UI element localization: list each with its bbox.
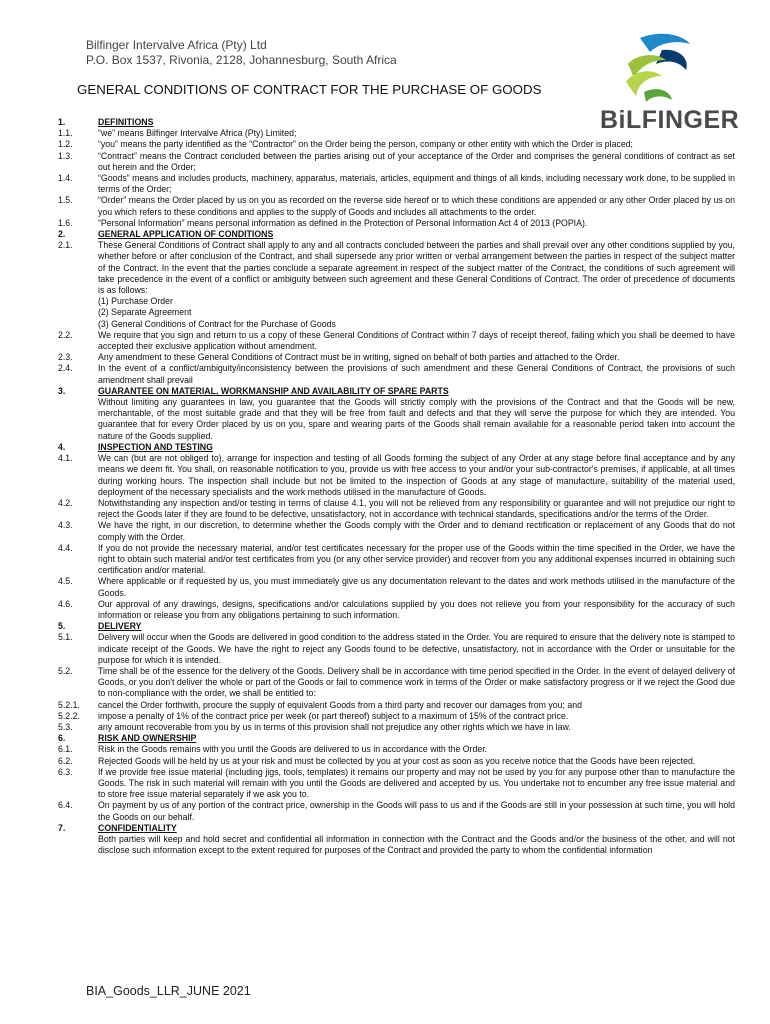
clause-number <box>58 397 98 442</box>
clause-number <box>58 296 98 307</box>
clause-item <box>58 139 735 150</box>
clause-text: “Personal Information” means personal information as defined in the Protection of Personal Information Act 4 of 2013 (POPIA). <box>98 217 588 228</box>
clause-text: Our approval of any drawings, designs, specifications and/or calculations supplied by you does not relieve you from your responsibility for the accuracy of such information or release you from any obligations pertaining to such information. <box>98 598 735 620</box>
clause-item <box>58 307 735 318</box>
clause-number: 1.6. <box>58 217 73 228</box>
clause-number <box>58 307 98 318</box>
clause-text: In the event of a conflict/ambiguity/inconsistency between the provisions of such amendment and these General Conditions of Contract, the provisions of such amendment shall prevail <box>98 363 735 385</box>
clause-item <box>58 722 735 733</box>
clause-text: “Contract” means the Contract concluded between the parties arising out of your acceptance of the Order and comprises the general conditions of contract as set out herein and the Order; <box>98 150 735 172</box>
clause-item <box>58 543 735 577</box>
clause-item <box>58 744 735 755</box>
clause-number: 1.4. <box>58 173 73 184</box>
clause-item <box>58 767 735 801</box>
clause-text: If we provide free issue material (including jigs, tools, templates) it remains our property and may not be used by you for any purpose other than to manufacture the Goods. The risk in such material will remain with you until the Goods are delivered and accepted by us. You undertake not to encumber any free issue material and to store free issue material separately if we ask you to. <box>98 766 735 800</box>
document-footer: BIA_Goods_LLR_JUNE 2021 <box>86 984 251 998</box>
clause-text: GUARANTEE ON MATERIAL, WORKMANSHIP AND AVAILABILITY OF SPARE PARTS <box>98 385 449 396</box>
clause-text: Any amendment to these General Conditions of Contract must be in writing, signed on behalf of both parties and attached to the Order. <box>98 352 620 363</box>
clause-number: 1. <box>58 117 66 127</box>
clause-text: (2) Separate Agreement <box>98 307 192 318</box>
clause-item <box>58 453 735 498</box>
clause-text: cancel the Order forthwith, procure the supply of equivalent Goods from a third party and recover our damages from you; and <box>98 699 582 710</box>
clause-text: “Goods” means and includes products, machinery, apparatus, materials, articles, equipment and things of all kinds, including necessary work done, to be supplied in terms of the Order; <box>98 173 735 195</box>
clause-item <box>58 218 735 229</box>
clause-number <box>58 834 98 856</box>
clause-item <box>58 352 735 363</box>
clause-item <box>58 599 735 621</box>
clause-item <box>58 666 735 700</box>
clause-number: 1.3. <box>58 150 73 161</box>
section-heading <box>58 386 735 397</box>
clause-number: 4.5. <box>58 576 73 587</box>
clause-number: 4. <box>58 441 66 452</box>
clause-number: 4.3. <box>58 520 73 531</box>
clause-text: (3) General Conditions of Contract for the Purchase of Goods <box>98 318 336 329</box>
clause-number: 6.2. <box>58 755 73 766</box>
clause-number <box>58 319 98 330</box>
clause-number: 6.1. <box>58 744 73 755</box>
clause-text: On payment by us of any portion of the contract price, ownership in the Goods will pass to us and if the Goods are still in your possession at such time, you will hold the Goods on our behalf. <box>98 800 735 822</box>
clause-text: We can (but are not obliged to), arrange for inspection and testing of all Goods forming the subject of any Order at any stage before final acceptance and by any means we deem fit. You shall, on reasonable notification to you, provide us with free access to your and/or your sub-contractor's premises, if applicable, at all times during working hours. The inspection shall include but not be limited to the inspection of Goods at any stage of manufacture, suitability of the material used, deployment of the necessary specialists and the work methods utilised in the manufacture of Goods. <box>98 453 735 497</box>
clause-item <box>58 240 735 296</box>
clause-text: Without limiting any guarantees in law, you guarantee that the Goods will strictly comply with the provisions of the Contract and that the Goods will be new, merchantable, of the most suitable grade and that they will be free from fault and defects and that they will serve the purpose for which they are intended. You guarantee that for every Order placed by us on you, spare and wearing parts of the Goods shall remain available for a reasonable period taken into account the nature of the Goods supplied. <box>98 397 735 441</box>
clause-item <box>58 173 735 195</box>
clause-number: 2.1. <box>58 240 73 251</box>
clause-item <box>58 700 735 711</box>
clause-number: 1.1. <box>58 128 73 139</box>
clauses-list <box>58 117 735 856</box>
clause-number: 2.4. <box>58 363 73 374</box>
clause-number: 1.5. <box>58 195 73 206</box>
clause-text: Delivery will occur when the Goods are delivered in good condition to the address stated in the Order. You are required to ensure that the delivery note is stamped to indicate receipt of the Goods. We have the right to reject any Goods found to be defective, unsatisfactory, not in accordance with the Order or unsuitable for the purpose for which it is intended. <box>98 632 735 665</box>
clause-text: Risk in the Goods remains with you until the Goods are delivered to us in accordance with the Order. <box>98 744 488 755</box>
clause-item <box>58 576 735 598</box>
clause-number: 1.2. <box>58 139 73 150</box>
clause-number: 6.3. <box>58 766 73 777</box>
clause-text: GENERAL APPLICATION OF CONDITIONS <box>98 229 274 240</box>
company-header <box>86 38 397 68</box>
clause-text: Time shall be of the essence for the delivery of the Goods. Delivery shall be in accordance with time period specified in the Order. In the event of delayed delivery of Goods, or you don't deliver the whole or part of the Goods or fail to commence work in terms of the Order or make satisfactory progress or if we reject the Good due to non-compliance with the order, we shall be entitled to: <box>98 665 735 699</box>
page-title: GENERAL CONDITIONS OF CONTRACT FOR THE PURCHASE OF GOODS <box>77 82 542 97</box>
section-heading <box>58 442 735 453</box>
clause-number: 6. <box>58 733 66 744</box>
clause-text: We require that you sign and return to us a copy of these General Conditions of Contract within 7 days of receipt thereof, failing which you shall be deemed to have accepted their exclusive application without amendment. <box>98 329 735 352</box>
clause-number: 2.3. <box>58 352 73 363</box>
clause-text: RISK AND OWNERSHIP <box>98 733 197 744</box>
clause-number: 5.2. <box>58 665 73 676</box>
clause-number: 3. <box>58 385 66 396</box>
clause-item <box>58 151 735 173</box>
clause-number: 4.6. <box>58 598 73 609</box>
section-heading <box>58 621 735 632</box>
company-name: Bilfinger Intervalve Africa (Pty) Ltd <box>86 38 267 52</box>
clause-text: (1) Purchase Order <box>98 296 173 307</box>
clause-text: “Order” means the Order placed by us on you as recorded on the reverse side hereof or to which these conditions are appended or any other Order placed by us on you which refers to these conditions and applies to the supply of Goods and includes all attachments to the order. <box>98 195 735 217</box>
clause-text: Notwithstanding any inspection and/or testing in terms of clause 4.1, you will not be relieved from any responsibility or guarantee and will not prejudice our right to reject the Goods later if they are found to be defective, unsatisfactory, not in accordance with technical standards, specifications and/or the terms of the Order. <box>98 497 735 520</box>
clause-number: 5.1. <box>58 632 73 643</box>
clause-item <box>58 128 735 139</box>
clause-item <box>58 330 735 352</box>
clause-number: 4.4. <box>58 542 73 553</box>
clause-text: “you” means the party identified as the “Contractor” on the Order being the person, company or other entity with which the Order is placed; <box>98 139 633 150</box>
section-heading <box>58 733 735 744</box>
clause-number: 5. <box>58 621 66 632</box>
clause-item <box>58 319 735 330</box>
clause-text: INSPECTION AND TESTING <box>98 441 213 452</box>
clause-text: We have the right, in our discretion, to determine whether the Goods comply with the Order and to demand rectification or replacement of any Goods that do not comply with the Order. <box>98 520 735 542</box>
clause-text: These General Conditions of Contract shall apply to any and all contracts concluded between the parties and shall prevail over any other conditions supplied by you, whether before or after conclusion of the Contract, and shall supersede any prior written or verbal arrangement between the parties in respect of the subject matter of the Contract. In the event that the parties conclude a separate agreement in respect of the subject matter of the Contract, the conditions of such agreement will take precedence in the event of a conflict or ambiguity between such agreement and these General Conditions of Contract. The order of precedence of documents is as follows: <box>98 240 735 296</box>
section-heading <box>58 117 735 128</box>
clause-number: 7. <box>58 822 66 833</box>
clause-text: “we” means Bilfinger Intervalve Africa (Pty) Limited; <box>98 128 297 139</box>
clause-number: 4.1. <box>58 453 73 464</box>
clause-number: 5.2.1. <box>58 699 80 710</box>
section-heading <box>58 229 735 240</box>
clause-item <box>58 711 735 722</box>
clause-item <box>58 498 735 520</box>
clause-item <box>58 520 735 542</box>
clause-item <box>58 756 735 767</box>
clause-number: 4.2. <box>58 497 73 508</box>
clause-text: impose a penalty of 1% of the contract price per week (or part thereof) subject to a maximum of 15% of the contract price. <box>98 710 569 721</box>
clause-item <box>58 834 735 856</box>
clause-text: CONFIDENTIALITY <box>98 822 177 833</box>
clause-text: any amount recoverable from you by us in terms of this provision shall not prejudice any other rights which we have in law. <box>98 721 571 732</box>
company-address: P.O. Box 1537, Rivonia, 2128, Johannesburg, South Africa <box>86 53 397 67</box>
clause-item <box>58 632 735 666</box>
clause-item <box>58 397 735 442</box>
section-heading <box>58 823 735 834</box>
clause-item <box>58 296 735 307</box>
clause-text: DEFINITIONS <box>98 117 154 127</box>
clause-text: Where applicable or if requested by us, you must immediately give us any documentation relevant to the dates and work methods utilised in the manufacture of the Goods. <box>98 576 735 598</box>
clause-text: DELIVERY <box>98 621 142 632</box>
clause-number: 6.4. <box>58 800 73 811</box>
clause-text: If you do not provide the necessary material, and/or test certificates necessary for the proper use of the Goods within the time specified in the Order, we have the right to obtain such material and/or test certificates from you (or any other service provider) and recover from you any additional expenses incurred in obtaining such certification and/or material. <box>98 542 735 576</box>
clause-item <box>58 800 735 822</box>
clause-item <box>58 363 735 385</box>
clause-number: 2.2. <box>58 329 73 340</box>
clause-number: 5.3. <box>58 721 73 732</box>
bilfinger-logo-text: BiLFINGER <box>600 106 740 134</box>
clause-text: Rejected Goods will be held by us at your risk and must be collected by you at your cost as soon as you receive notice that the Goods have been rejected. <box>98 755 696 766</box>
clause-number: 5.2.2. <box>58 710 80 721</box>
clause-number: 2. <box>58 229 66 240</box>
clause-item <box>58 195 735 217</box>
clause-text: Both parties will keep and hold secret and confidential all information in connection with the Contract and the Goods and/or the business of the other, and will not disclose such information except to the extent required for purposes of the Contract and provided the party to whom the confidential information <box>98 834 735 856</box>
